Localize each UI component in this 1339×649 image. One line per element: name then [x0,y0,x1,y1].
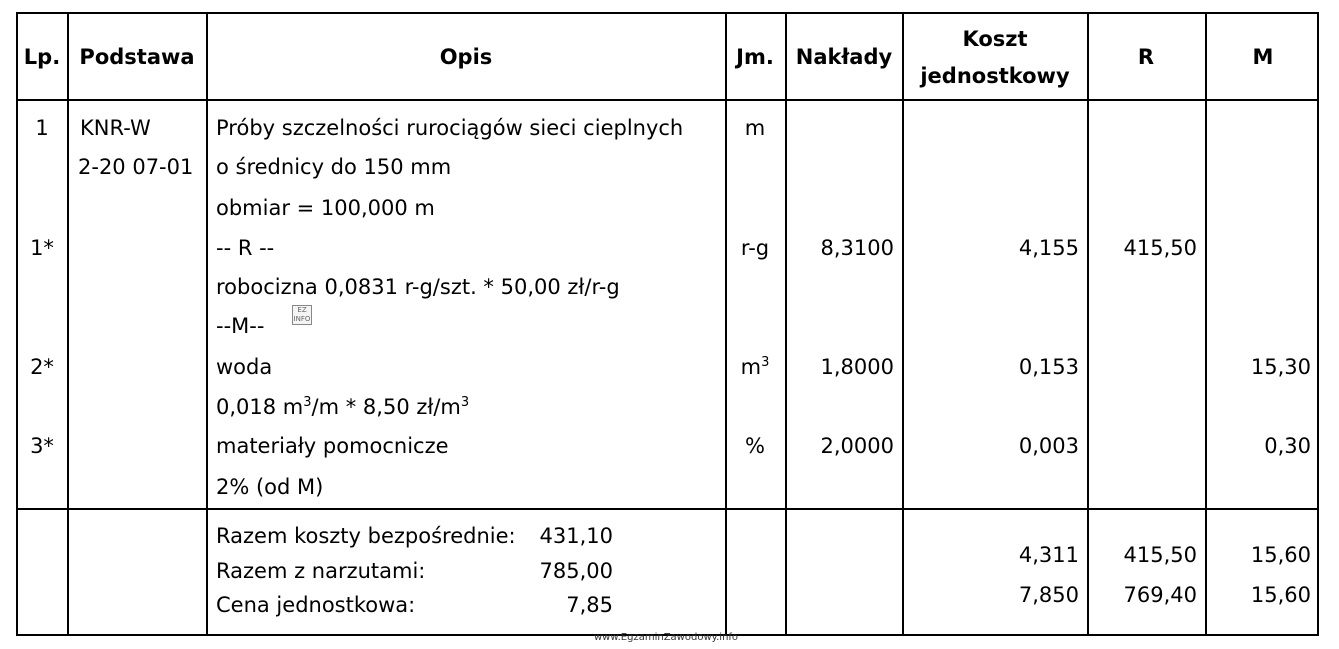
position-jm: m [744,116,766,140]
position-opis-line3: obmiar = 100,000 m [216,196,435,220]
col-divider-3 [725,12,727,636]
header-koszt-line2: jednostkowy [920,64,1070,88]
row-r-title: -- R -- [216,236,275,260]
position-opis-line1: Próby szczelności rurociągów sieci cieplnych [216,116,684,140]
row-mat-koszt: 0,003 [1018,434,1079,458]
col-divider-7 [1205,12,1207,636]
summary-m2: 15,60 [1250,583,1311,607]
row-woda-jm-sup: 3 [761,355,770,370]
summary-label2: Razem z narzutami: [216,559,426,583]
row-woda-koszt: 0,153 [1018,355,1079,379]
row-woda-jm-base: m [740,355,762,379]
row-woda-naklady: 1,8000 [820,355,894,379]
row-r-value: 415,50 [1123,236,1197,260]
row-mat-title: materiały pomocnicze [216,434,449,458]
row-woda-title: woda [216,355,273,379]
col-divider-5 [902,12,904,636]
col-divider-4 [785,12,787,636]
row-mat-detail: 2% (od M) [216,475,324,499]
summary-label1: Razem koszty bezpośrednie: [216,524,516,548]
header-r: R [1137,45,1155,69]
row-woda-detail-a: 0,018 m [216,395,304,419]
row-r-lp: 1* [30,236,54,260]
header-jm: Jm. [736,45,774,69]
row-mat-m: 0,30 [1264,434,1311,458]
row-mat-lp: 3* [30,434,54,458]
row-r-detail: robocizna 0,0831 r-g/szt. * 50,00 zł/r-g [216,275,620,299]
position-opis-line2: o średnicy do 150 mm [216,155,452,179]
header-naklady: Nakłady [795,45,893,69]
summary-r1: 415,50 [1123,543,1197,567]
row-r-naklady: 8,3100 [820,236,894,260]
summary-koszt2: 7,850 [1018,583,1079,607]
header-podstawa: Podstawa [79,45,195,69]
summary-value2: 785,00 [539,559,613,583]
position-lp: 1 [35,116,49,140]
col-divider-2 [206,12,208,636]
col-divider-6 [1087,12,1089,636]
row-m-header: --M-- [216,314,265,338]
watermark: www.EgzaminZawodowy.info [594,632,739,643]
row-woda-detail [216,395,469,419]
row-r-jm: r-g [740,236,770,260]
row-woda-detail-b: /m * 8,50 zł/m [311,395,461,419]
summary-m1: 15,60 [1250,543,1311,567]
header-lp: Lp. [23,45,61,69]
row-woda-jm [741,355,770,379]
row-woda-detail-sup2: 3 [460,395,470,410]
summary-label3: Cena jednostkowa: [216,593,416,617]
header-m: M [1252,45,1274,69]
position-podstawa-line2: 2-20 07-01 [78,155,194,179]
summary-divider [16,508,1319,510]
summary-value3: 7,85 [566,593,613,617]
header-opis: Opis [439,45,493,69]
row-mat-naklady: 2,0000 [820,434,894,458]
summary-r2: 769,40 [1123,583,1197,607]
position-podstawa-line1: KNR-W [80,116,151,140]
row-woda-m: 15,30 [1250,355,1311,379]
summary-koszt1: 4,311 [1018,543,1079,567]
header-koszt-line1: Koszt [962,27,1028,51]
row-mat-jm: % [745,434,765,458]
header-divider [16,99,1319,101]
summary-value1: 431,10 [539,524,613,548]
row-woda-detail-sup1: 3 [303,395,312,410]
row-woda-lp: 2* [30,355,54,379]
ez-info-icon: EZ INFO [293,306,311,323]
col-divider-1 [67,12,69,636]
row-r-koszt: 4,155 [1018,236,1079,260]
